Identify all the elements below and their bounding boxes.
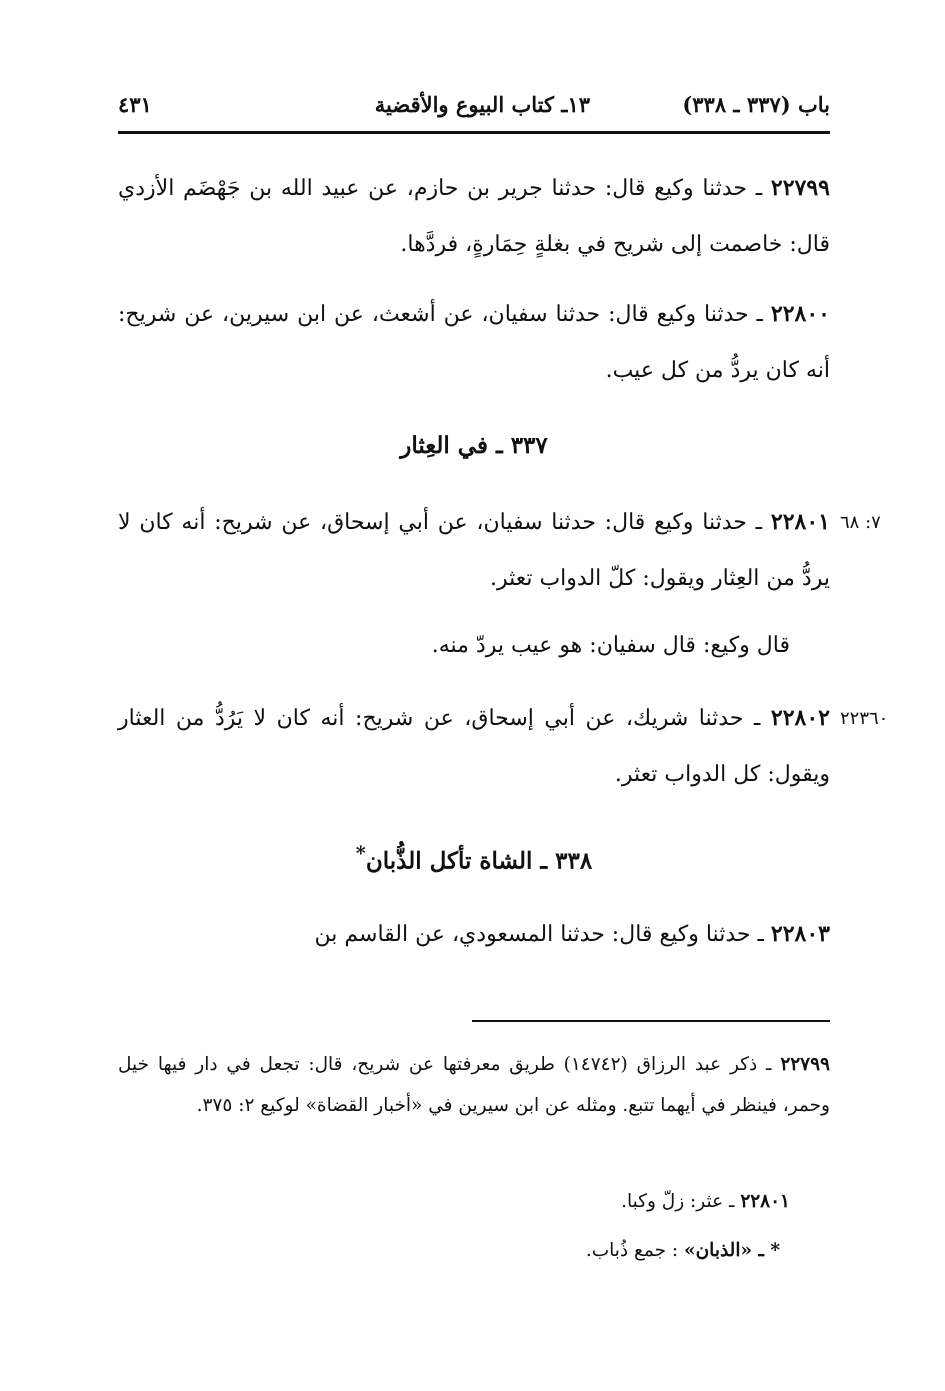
comment-text: قال وكيع: قال سفيان: هو عيب يردّ منه. — [431, 633, 790, 658]
entry-22799 — [118, 160, 830, 273]
entry-22801 — [118, 494, 830, 607]
entry-text: ـ حدثنا شريك، عن أبي إسحاق، عن شريح: أنه كان لا يَرُدُّ من العثار ويقول: كل الدواب تعثر. — [118, 706, 830, 787]
page-number: ٤٣١ — [118, 92, 152, 117]
entry-number: ٢٢٧٩٩ — [770, 175, 830, 201]
footnote-number: ٢٢٨٠١ — [740, 1191, 790, 1212]
footnote-star-note — [118, 1240, 780, 1261]
footnote-number: ٢٢٧٩٩ — [780, 1054, 830, 1075]
entry-text: ـ حدثنا وكيع قال: حدثنا سفيان، عن أبي إسحاق، عن شريح: أنه كان لا يردُّ من العِثار ويقول: كلّ الدواب تعثر. — [118, 510, 830, 591]
entry-text: ـ حدثنا وكيع قال: حدثنا جرير بن حازم، عن عبيد الله بن جَهْضَم الأزدي قال: خاصمت إلى شريح في بغلةٍ حِمَارةٍ، فردَّها. — [118, 176, 830, 257]
header-rule — [118, 131, 830, 134]
margin-reference: ٧: ٦٨ — [840, 512, 881, 533]
footnote-text: ـ عثر: زلّ وكبا. — [621, 1191, 741, 1212]
footnote-text: : جمع ذُباب. — [585, 1240, 679, 1261]
entry-number: ٢٢٨٠٠ — [770, 301, 830, 327]
running-header — [118, 82, 830, 126]
footnote-star: * — [355, 842, 366, 865]
book-title: ١٣ـ كتاب البيوع والأقضية — [374, 92, 590, 117]
footnote-text: ـ ذكر عبد الرزاق (١٤٧٤٢) طريق معرفتها عن شريح، قال: تجعل في دار فيها خيل وحمر، فينظر في أيهما تتبع. ومثله عن ابن سيرين في «أخبار القضاة» لوكيع ٢: ٣٧٥. — [118, 1054, 830, 1116]
entry-number: ٢٢٨٠٢ — [770, 705, 830, 731]
entry-22802 — [118, 690, 830, 803]
footnote-22799 — [118, 1044, 830, 1126]
entry-number: ٢٢٨٠٣ — [770, 921, 830, 947]
footnote-number: * ـ «الذبان» — [684, 1240, 780, 1261]
heading-text: ٣٣٨ ـ الشاة تأكل الذُّبان — [365, 847, 593, 875]
section-heading-338 — [118, 842, 830, 875]
footnote-rule — [472, 1020, 830, 1022]
footnote-22801 — [118, 1181, 790, 1222]
margin-reference: ٢٢٣٦٠ — [840, 708, 889, 729]
chapter-range: باب (٣٣٧ ـ ٣٣٨) — [682, 92, 830, 117]
waki-comment — [118, 618, 790, 674]
entry-22803 — [118, 906, 830, 963]
entry-number: ٢٢٨٠١ — [770, 509, 830, 535]
entry-text: ـ حدثنا وكيع قال: حدثنا المسعودي، عن القاسم بن — [314, 922, 771, 947]
section-heading-337: ٣٣٧ ـ في العِثار — [400, 432, 548, 459]
entry-22800 — [118, 286, 830, 399]
entry-text: ـ حدثنا وكيع قال: حدثنا سفيان، عن أشعث، عن ابن سيرين، عن شريح: أنه كان يردُّ من كل عيب. — [118, 302, 830, 383]
